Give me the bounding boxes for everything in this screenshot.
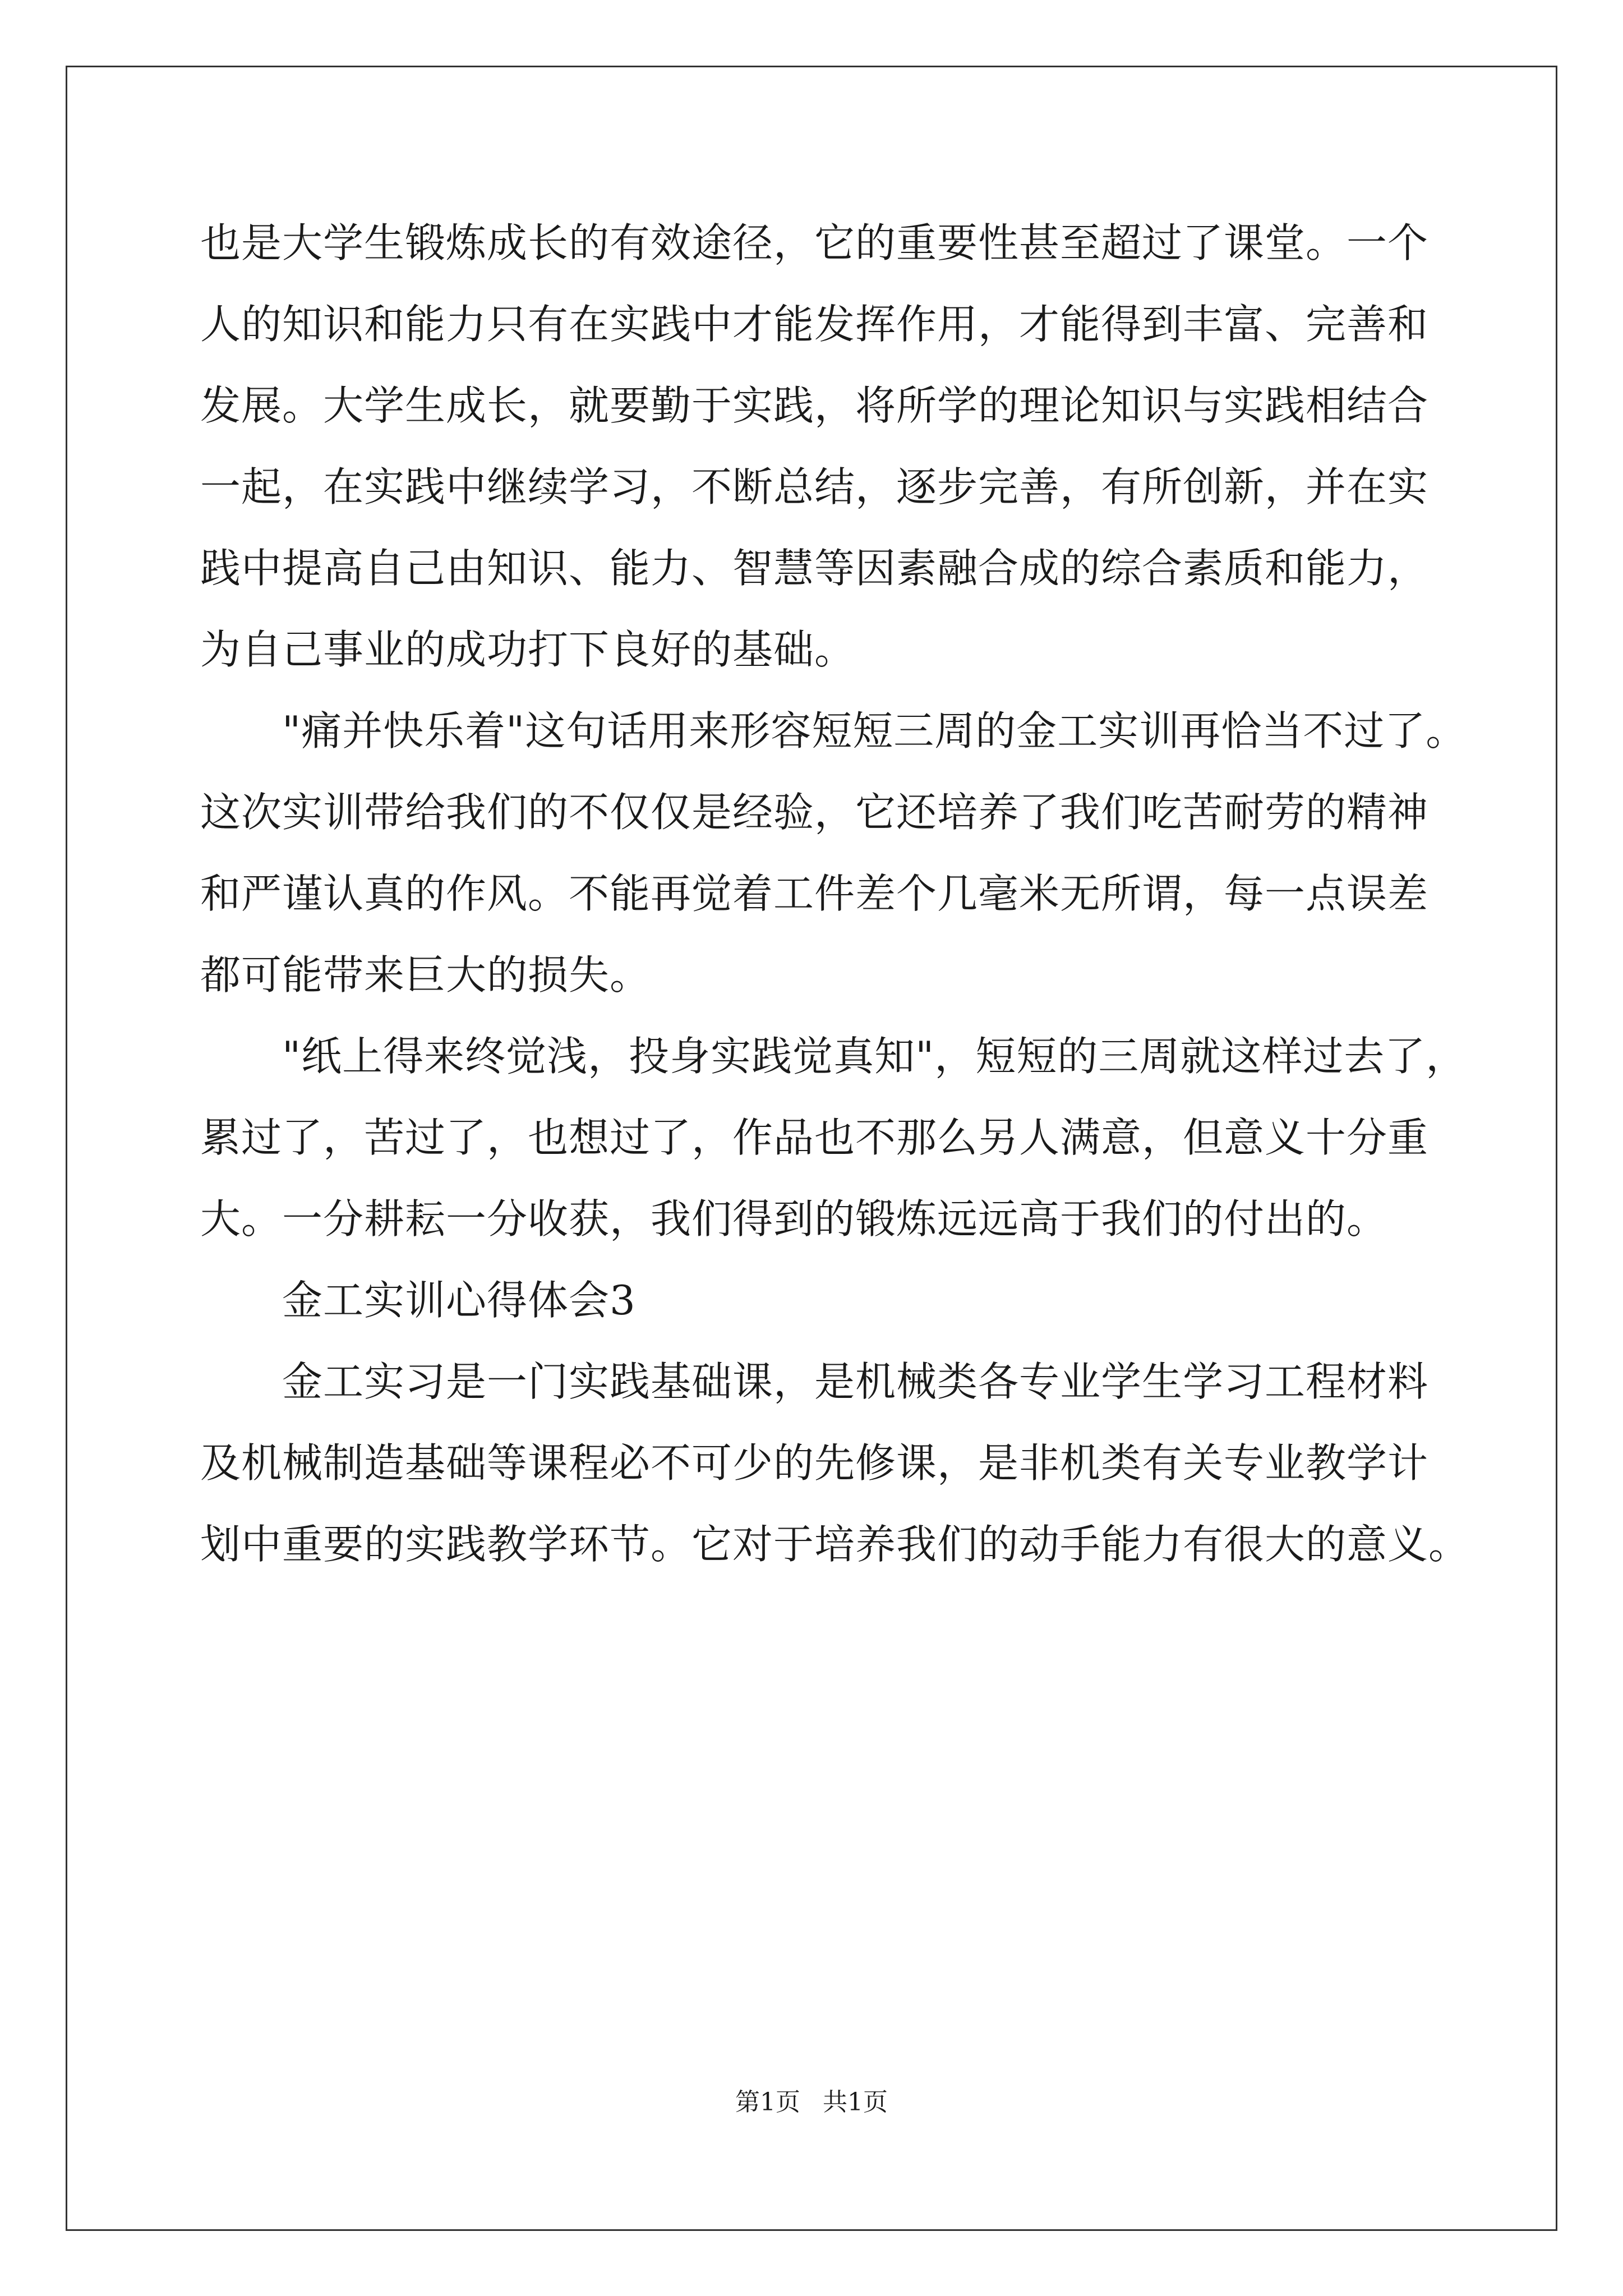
text-line: 都可能带来巨大的损失。 [200,951,651,999]
text-line: 践中提高自己由知识、能力、智慧等因素融合成的综合素质和能力， [200,545,1429,592]
page-number: 第1页 [735,2088,800,2116]
paragraph-2 [200,700,1467,1025]
text-line: 发展。大学生成长，就要勤于实践，将所学的理论知识与实践相结合 [200,382,1429,429]
text-line: 划中重要的实践教学环节。它对于培养我们的动手能力有很大的意义。 [200,1521,1470,1568]
paragraph-4 [200,1351,1470,1595]
text-line: 大。一分耕耘一分收获，我们得到的锻炼远远高于我们的付出的。 [200,1195,1388,1243]
section-heading [200,1269,1423,1351]
text-line: "纸上得来终觉浅，投身实践觉真知"，短短的三周就这样过去了， [282,1033,1467,1080]
text-line: 累过了，苦过了，也想过了，作品也不那么另人满意，但意义十分重 [200,1114,1429,1161]
text-line: 人的知识和能力只有在实践中才能发挥作用，才能得到丰富、完善和 [200,301,1429,348]
text-line: 金工实习是一门实践基础课，是机械类各专业学生学习工程材料 [282,1358,1429,1405]
text-line: 为自己事业的成功打下良好的基础。 [200,626,856,673]
text-line: 一起，在实践中继续学习，不断总结，逐步完善，有所创新，并在实 [200,463,1429,510]
document-body [200,212,1470,1595]
paragraph-3 [200,1025,1467,1269]
paragraph-1 [200,212,1429,700]
text-line: 这次实训带给我们的不仅仅是经验，它还培养了我们吃苦耐劳的精神 [200,789,1429,836]
page-total: 共1页 [823,2088,888,2116]
text-line: 和严谨认真的作风。不能再觉着工件差个几毫米无所谓，每一点误差 [200,870,1429,917]
text-line: 及机械制造基础等课程必不可少的先修课，是非机类有关专业教学计 [200,1439,1429,1487]
text-line: "痛并快乐着"这句话用来形容短短三周的金工实训再恰当不过了。 [282,707,1467,754]
page-footer [0,2086,1623,2119]
text-line: 也是大学生锻炼成长的有效途径，它的重要性甚至超过了课堂。一个 [200,219,1429,266]
heading-text: 金工实训心得体会3 [282,1277,636,1324]
